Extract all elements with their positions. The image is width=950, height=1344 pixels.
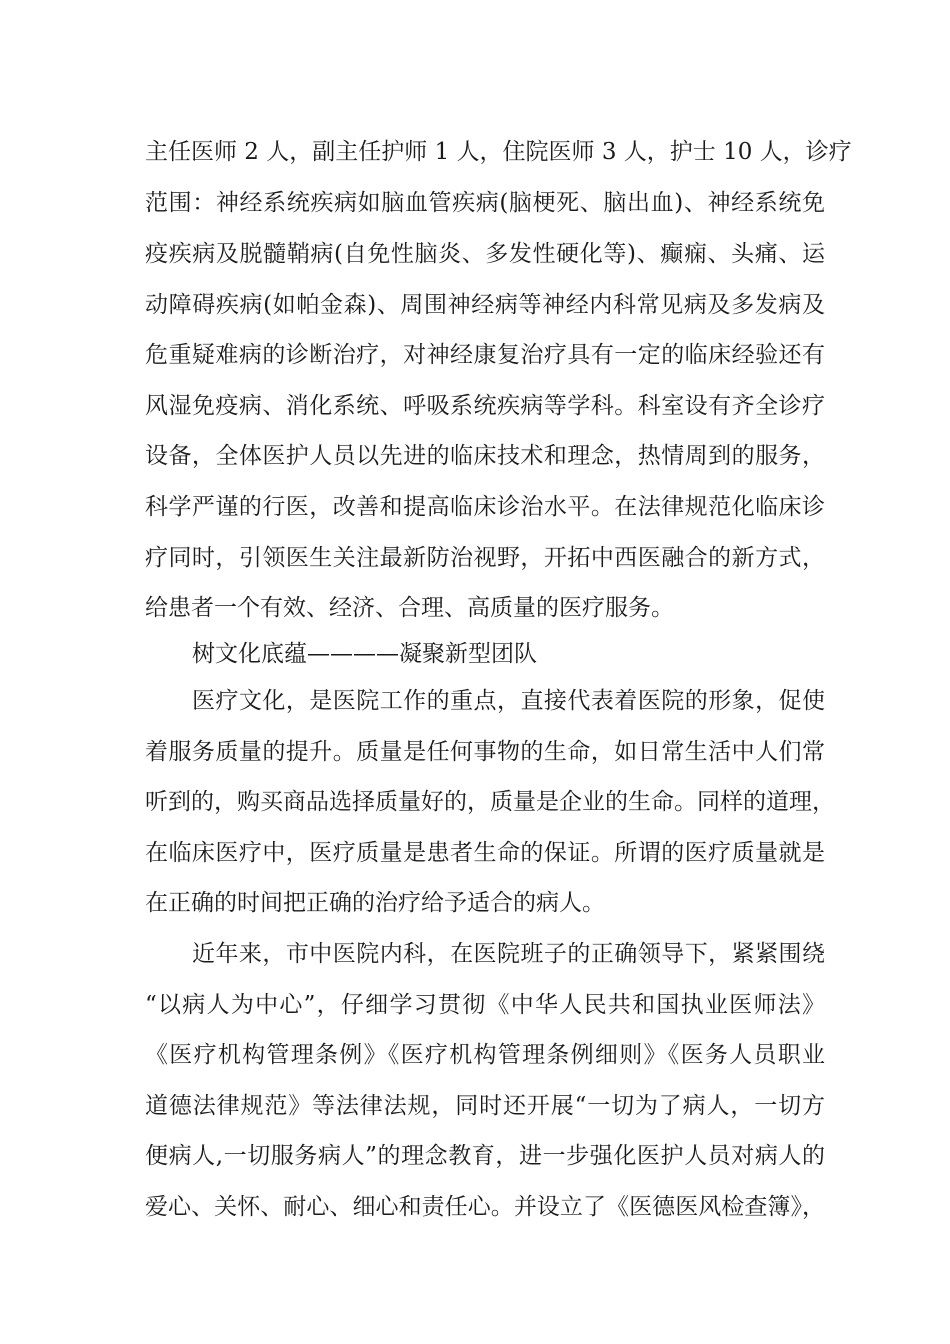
- text-line: 设备，全体医护人员以先进的临床技术和理念，热情周到的服务，: [145, 443, 825, 469]
- text-line: 近年来，市中医院内科，在医院班子的正确领导下，紧紧围绕: [192, 941, 825, 967]
- text-line: 在正确的时间把正确的治疗给予适合的病人。: [145, 890, 605, 916]
- text-line: 在临床医疗中，医疗质量是患者生命的保证。所谓的医疗质量就是: [145, 840, 825, 866]
- text-line: 爱心、关怀、耐心、细心和责任心。并设立了《医德医风检查簿》，: [145, 1194, 825, 1220]
- text-line: 疗同时，引领医生关注最新防治视野，开拓中西医融合的新方式，: [145, 545, 825, 571]
- text-line: 给患者一个有效、经济、合理、高质量的医疗服务。: [145, 595, 674, 621]
- text-line: 着服务质量的提升。质量是任何事物的生命，如日常生活中人们常: [145, 739, 825, 765]
- text-line: 医疗文化，是医院工作的重点，直接代表着医院的形象，促使: [192, 688, 825, 714]
- text-line: 科学严谨的行医，改善和提高临床诊治水平。在法律规范化临床诊: [145, 494, 825, 520]
- text-line: “以病人为中心”，仔细学习贯彻《中华人民共和国执业医师法》: [145, 992, 825, 1018]
- text-line: 便病人,一切服务病人”的理念教育，进一步强化医护人员对病人的: [145, 1143, 825, 1169]
- text-line: 疫疾病及脱髓鞘病(自免性脑炎、多发性硬化等)、癫痫、头痛、运: [145, 241, 825, 267]
- text-line: 听到的，购买商品选择质量好的，质量是企业的生命。同样的道理，: [145, 789, 835, 815]
- text-line: 风湿免疫病、消化系统、呼吸系统疾病等学科。科室设有齐全诊疗: [145, 393, 825, 419]
- text-line: 道德法律规范》等法律法规，同时还开展“一切为了病人，一切方: [145, 1093, 825, 1119]
- text-line: 危重疑难病的诊断治疗，对神经康复治疗具有一定的临床经验还有: [145, 342, 825, 368]
- text-line: 范围：神经系统疾病如脑血管疾病(脑梗死、脑出血)、神经系统免: [145, 190, 825, 216]
- text-line: 主任医师 2 人，副主任护师 1 人，住院医师 3 人，护士 10 人，诊疗: [145, 139, 852, 165]
- text-line: 《医疗机构管理条例》《医疗机构管理条例细则》《医务人员职业: [145, 1042, 825, 1068]
- text-line: 动障碍疾病(如帕金森)、周围神经病等神经内科常见病及多发病及: [145, 292, 825, 318]
- section-heading: 树文化底蕴————凝聚新型团队: [192, 641, 537, 667]
